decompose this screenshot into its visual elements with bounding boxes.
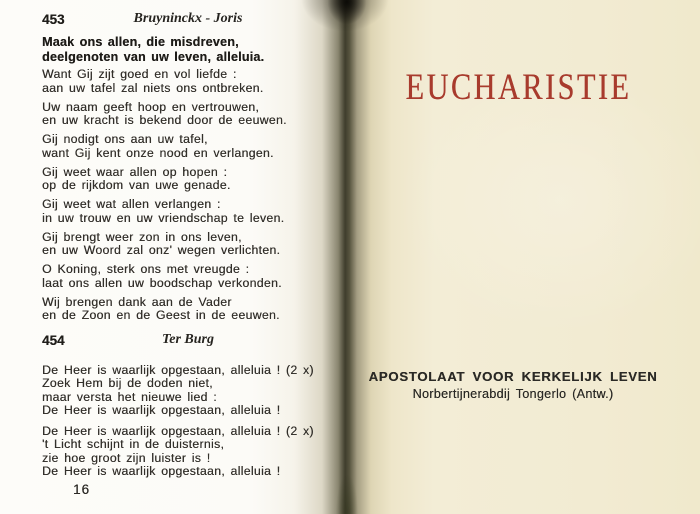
stanza	[42, 364, 334, 418]
verse-line: Zoek Hem bij de doden niet,	[42, 376, 213, 390]
verse-line: want Gij kent onze nood en verlangen.	[42, 145, 274, 160]
stanza	[42, 231, 334, 258]
verse-line: Want Gij zijt goed en vol liefde :	[42, 67, 237, 81]
title-line: deelgenoten van uw leven, alleluia.	[42, 50, 265, 64]
imprint-publisher: APOSTOLAAT VOOR KERKELIJK LEVEN	[368, 369, 658, 384]
verse-line: 't Licht schijnt in de duisternis,	[42, 437, 225, 451]
stanza	[42, 296, 334, 323]
stanza	[42, 133, 334, 160]
imprint	[338, 369, 688, 401]
stanza	[42, 425, 334, 479]
title-line: Maak ons allen, die misdreven,	[42, 35, 239, 49]
stanza	[42, 68, 334, 95]
hymn-454-header	[42, 332, 334, 347]
verse-line: en de Zoon en de Geest in de eeuwen.	[42, 308, 280, 322]
verse-line: Wij brengen dank aan de Vader	[42, 294, 232, 309]
verse-line: maar versta het nieuwe lied :	[42, 389, 217, 404]
stanza	[42, 263, 334, 290]
verse-line: zie hoe groot zijn luister is !	[42, 450, 211, 465]
verse-line: Gij weet wat allen verlangen :	[42, 197, 221, 211]
stanza	[42, 101, 334, 128]
verse-line: aan uw tafel zal niets ons ontbreken.	[42, 80, 264, 95]
verse-line: Gij nodigt ons aan uw tafel,	[42, 132, 208, 146]
verse-line: in uw trouw en uw vriendschap te leven.	[42, 210, 285, 225]
hymn-author: Bruyninckx - Joris	[133, 11, 243, 26]
stanza	[42, 198, 334, 225]
hymn-author: Ter Burg	[161, 331, 214, 347]
imprint-abbey: Norbertijnerabdij Tongerlo (Antw.)	[412, 387, 614, 401]
book-title: EUCHARISTIE	[405, 67, 632, 108]
page-number: 16	[73, 481, 91, 497]
verse-line: Gij brengt weer zon in ons leven,	[42, 229, 242, 244]
verse-line: Uw naam geeft hoop en vertrouwen,	[42, 99, 260, 114]
verse-line: O Koning, sterk ons met vreugde :	[42, 262, 250, 276]
verse-line: en uw Woord zal onz' wegen verlichten.	[42, 243, 281, 257]
right-page	[350, 0, 700, 514]
hymn-453-header	[42, 11, 334, 26]
verse-line: op de rijkdom van uwe genade.	[42, 178, 231, 192]
hymn-453-title	[42, 35, 334, 65]
stanza	[42, 166, 334, 193]
verse-line: laat ons allen uw boodschap verkonden.	[42, 275, 282, 290]
verse-line: De Heer is waarlijk opgestaan, alleluia !	[42, 403, 281, 417]
verse-line: De Heer is waarlijk opgestaan, alleluia !	[42, 464, 281, 478]
hymn-number: 453	[42, 12, 65, 27]
hymn-number: 454	[42, 332, 65, 348]
verse-line: Gij weet waar allen op hopen :	[42, 164, 228, 179]
verse-line: De Heer is waarlijk opgestaan, alleluia ! (2 x)	[42, 423, 314, 438]
verse-line: De Heer is waarlijk opgestaan, alleluia ! (2 x)	[42, 362, 314, 377]
verse-line: en uw kracht is bekend door de eeuwen.	[42, 113, 287, 127]
left-page	[42, 11, 334, 497]
